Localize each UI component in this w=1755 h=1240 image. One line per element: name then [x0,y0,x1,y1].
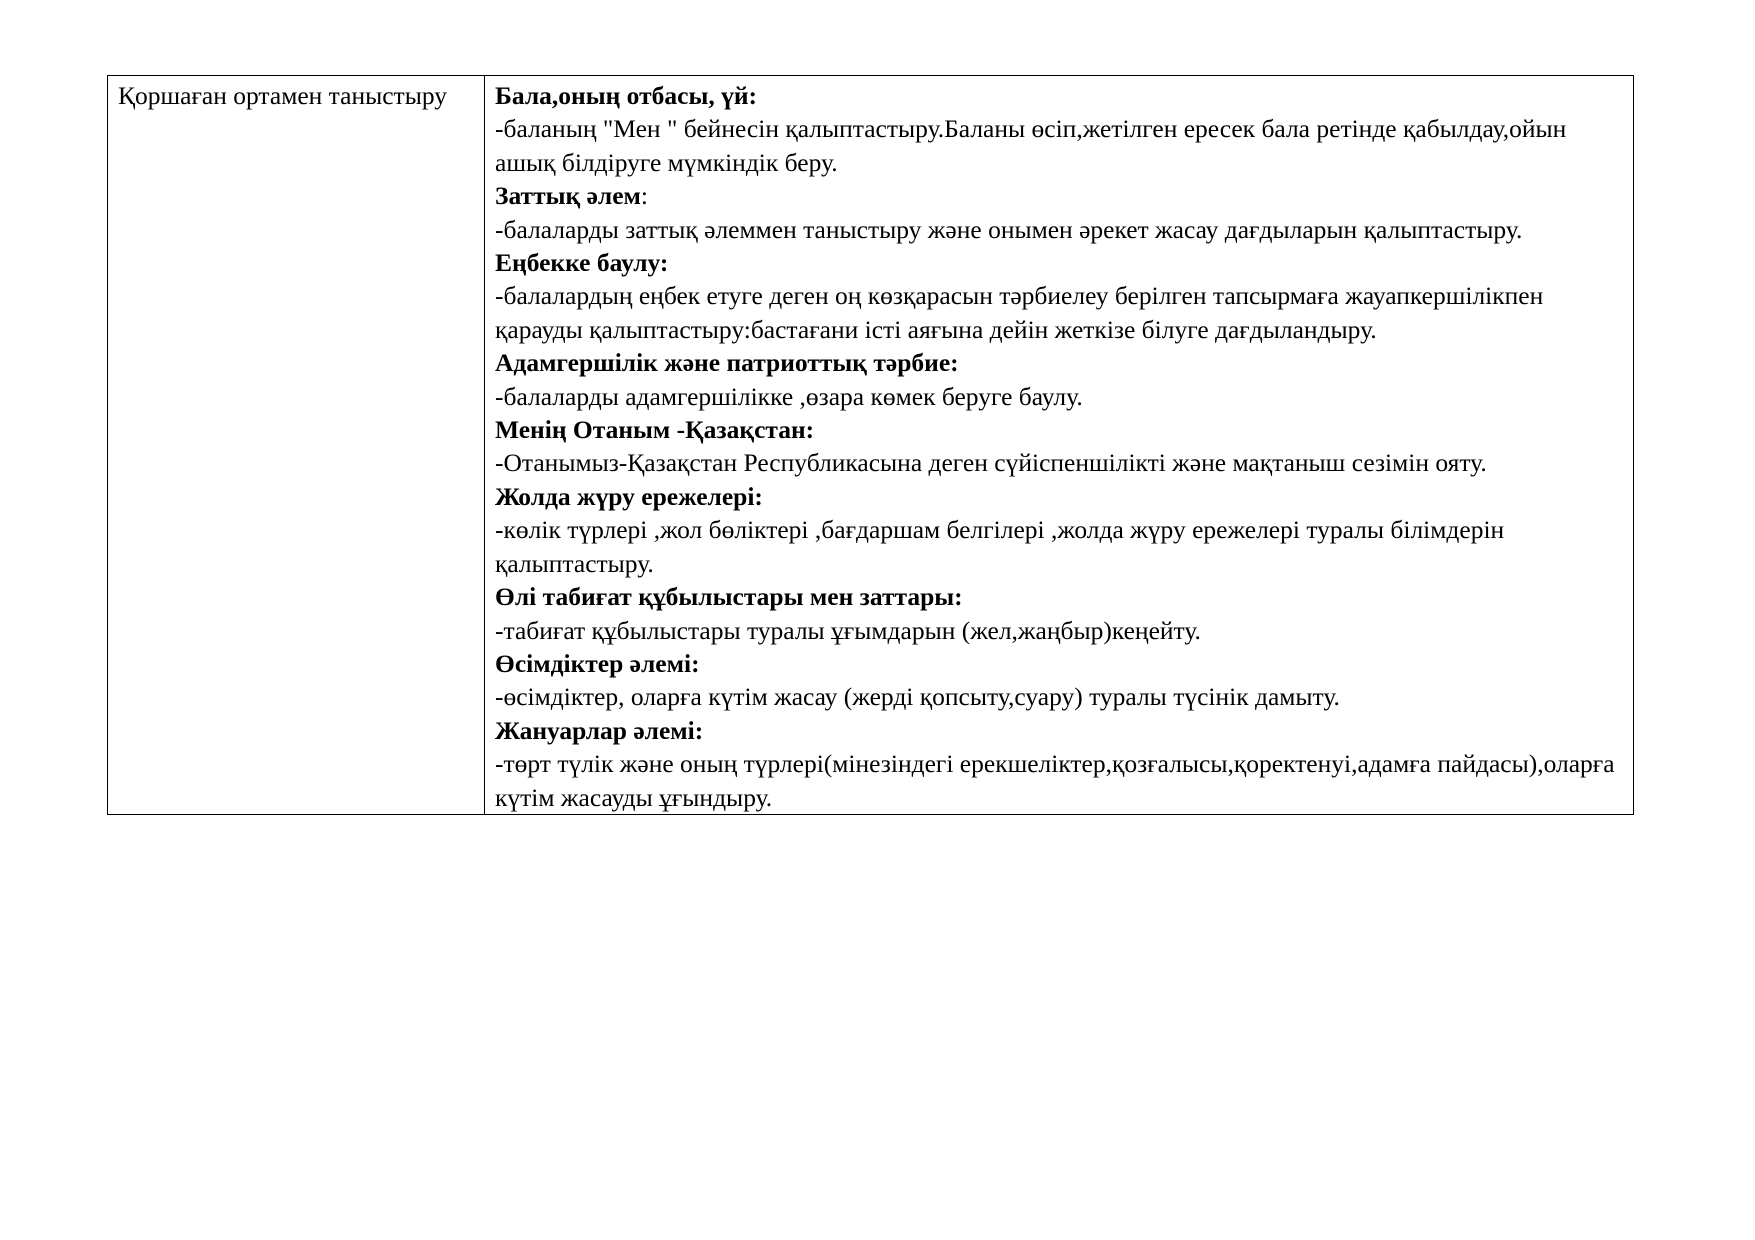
section-heading: Менің Отаным -Қазақстан: [495,415,815,445]
section-heading: Бала,оның отбасы, үй: [495,81,758,110]
section-heading: Өсімдіктер әлемі: [495,648,700,678]
subject-cell [108,76,485,815]
section-text: -көлік түрлері ,жол бөліктері ,бағдаршам белгілері ,жолда жүру ережелері туралы білімдерін қалыптастыру. [495,515,1505,578]
section-heading: Жануарлар әлемі: [495,715,704,745]
table-row [108,76,1634,815]
section-text: -балаларды заттық әлеммен таныстыру және онымен әрекет жасау дағдыларын қалыптастыру. [495,214,1523,244]
section-heading: Өлі табиғат құбылыстары мен заттары: [495,582,963,612]
subject-label: Қоршаған ортамен таныстыру [118,81,447,110]
section-text: -төрт түлік және оның түрлері(мінезіндегі ерекшеліктер,қозғалысы,қоректенуі,адамға пайдасы),оларға күтім жасауды ұғындыру. [495,749,1615,812]
section-heading: Адамгершілік және патриоттық тәрбие: [495,348,959,378]
section-heading: Заттық әлем: [495,181,648,211]
content-cell [485,76,1634,815]
section-text: -баланың "Мен " бейнесін қалыптастыру.Баланы өсіп,жетілген ересек бала ретінде қабылдау,ойын ашық білдіруге мүмкіндік беру. [495,114,1567,177]
section-text: -өсімдіктер, оларға күтім жасау (жерді қопсыту,суару) туралы түсінік дамыту. [495,682,1340,712]
section-heading: Еңбекке баулу: [495,248,669,278]
section-heading: Жолда жүру ережелері: [495,481,763,511]
section-text: -табиғат құбылыстары туралы ұғымдарын (жел,жаңбыр)кеңейту. [495,615,1201,645]
section-text: -балаларды адамгершілікке ,өзара көмек беруге баулу. [495,381,1083,411]
section-text: -балалардың еңбек етуге деген оң көзқарасын тәрбиелеу берілген тапсырмаға жауапкершілікпен қарауды қалыптастыру:бастағани істі аяғына дейін жеткізе білуге дағдыландыру. [495,281,1544,344]
curriculum-table [107,75,1634,815]
section-text: -Отанымыз-Қазақстан Республикасына деген сүйіспеншілікті және мақтаныш сезімін ояту. [495,448,1487,478]
